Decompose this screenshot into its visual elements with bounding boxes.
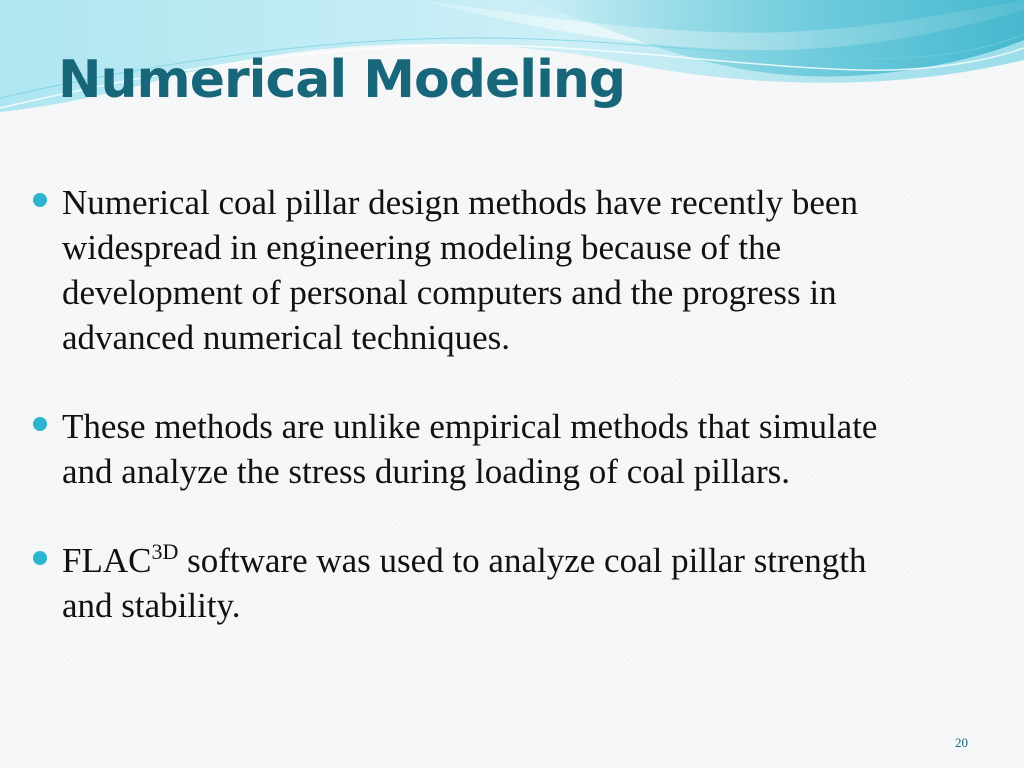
bullet-text-prefix: FLAC bbox=[62, 541, 152, 580]
bullet-item bbox=[30, 538, 920, 628]
bullet-marker bbox=[33, 417, 47, 431]
bullet-item bbox=[30, 404, 920, 494]
bullet-list bbox=[30, 180, 920, 672]
bullet-marker bbox=[33, 551, 47, 565]
bullet-text: Numerical coal pillar design methods have recently been widespread in engineering modeling because of the development of personal computers and the progress in advanced numerical techniques. bbox=[62, 183, 858, 357]
slide-title: Numerical Modeling bbox=[58, 50, 626, 110]
bullet-marker bbox=[33, 193, 47, 207]
slide-number: 20 bbox=[955, 735, 968, 750]
bullet-item bbox=[30, 180, 920, 360]
bullet-text: These methods are unlike empirical methods that simulate and analyze the stress during loading of coal pillars. bbox=[62, 407, 878, 491]
bullet-superscript: 3D bbox=[151, 539, 179, 564]
bullet-text-suffix: software was used to analyze coal pillar strength and stability. bbox=[62, 541, 867, 625]
